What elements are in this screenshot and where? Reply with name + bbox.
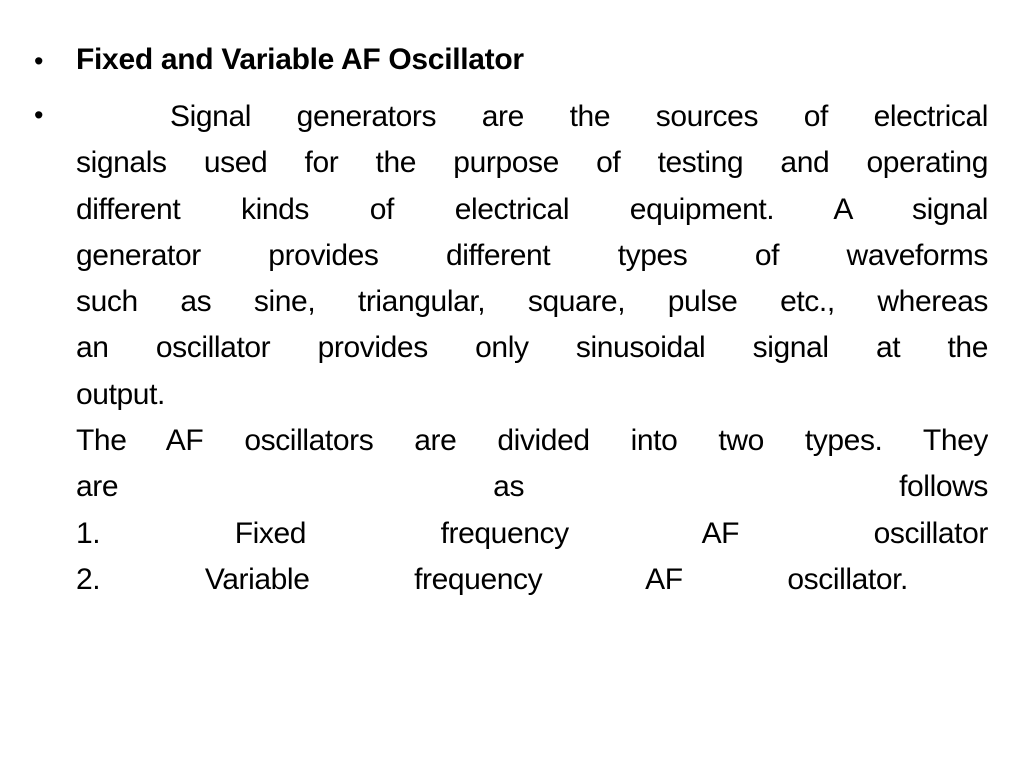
bullet-marker: • xyxy=(34,100,44,130)
type-item-fixed: 1. Fixed frequency AF oscillator xyxy=(76,516,988,550)
type-item-variable: 2. Variable frequency AF oscillator. xyxy=(76,562,908,596)
body-paragraph xyxy=(76,94,988,603)
paragraph-line: an oscillator provides only sinusoidal signal at the xyxy=(76,331,988,365)
paragraph-line: different kinds of electrical equipment. A signal xyxy=(76,192,988,226)
paragraph-line: output. xyxy=(76,377,165,411)
paragraph-line: generator provides different types of waveforms xyxy=(76,238,988,272)
types-intro-line: are as follows xyxy=(76,470,988,504)
bullet-marker: • xyxy=(34,46,44,76)
types-intro-line: The AF oscillators are divided into two types. They xyxy=(76,424,988,458)
paragraph-line: such as sine, triangular, square, pulse etc., whereas xyxy=(76,285,988,319)
slide-title: Fixed and Variable AF Oscillator xyxy=(76,43,524,76)
paragraph-line: signals used for the purpose of testing and operating xyxy=(76,146,988,180)
paragraph-line: Signal generators are the sources of electrical xyxy=(170,100,988,133)
